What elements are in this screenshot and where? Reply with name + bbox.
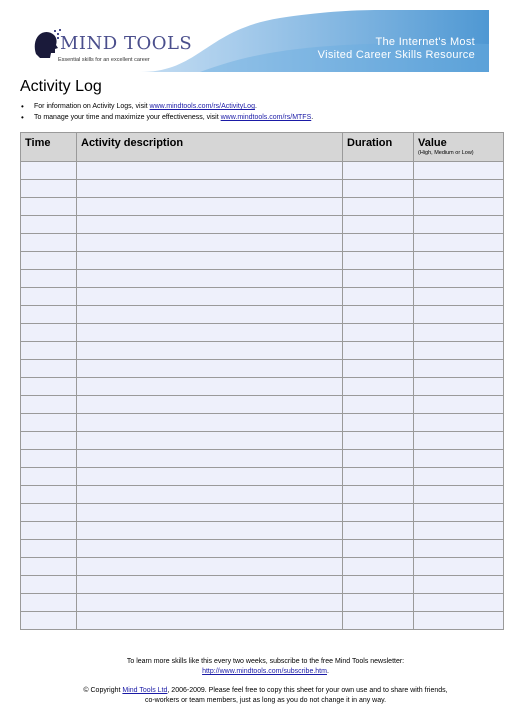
cell-time[interactable] bbox=[21, 360, 77, 378]
cell-time[interactable] bbox=[21, 576, 77, 594]
cell-activity[interactable] bbox=[77, 324, 343, 342]
cell-time[interactable] bbox=[21, 288, 77, 306]
cell-time[interactable] bbox=[21, 540, 77, 558]
cell-value[interactable] bbox=[414, 378, 504, 396]
activity-log-table bbox=[20, 132, 504, 630]
cell-value[interactable] bbox=[414, 576, 504, 594]
cell-duration[interactable] bbox=[343, 252, 414, 270]
table-row bbox=[21, 594, 504, 612]
cell-activity[interactable] bbox=[77, 378, 343, 396]
cell-value[interactable] bbox=[414, 594, 504, 612]
cell-duration[interactable] bbox=[343, 324, 414, 342]
cell-activity[interactable] bbox=[77, 234, 343, 252]
cell-activity[interactable] bbox=[77, 162, 343, 180]
cell-duration[interactable] bbox=[343, 486, 414, 504]
column-header-activity: Activity description bbox=[77, 133, 343, 162]
table-row bbox=[21, 378, 504, 396]
page-title: Activity Log bbox=[20, 78, 102, 95]
cell-time[interactable] bbox=[21, 378, 77, 396]
cell-activity[interactable] bbox=[77, 306, 343, 324]
cell-time[interactable] bbox=[21, 234, 77, 252]
cell-duration[interactable] bbox=[343, 306, 414, 324]
cell-value[interactable] bbox=[414, 486, 504, 504]
mtfs-link[interactable]: www.mindtools.com/rs/MTFS bbox=[220, 114, 312, 121]
cell-time[interactable] bbox=[21, 306, 77, 324]
cell-duration[interactable] bbox=[343, 558, 414, 576]
cell-value[interactable] bbox=[414, 252, 504, 270]
cell-value[interactable] bbox=[414, 522, 504, 540]
cell-time[interactable] bbox=[21, 396, 77, 414]
cell-time[interactable] bbox=[21, 414, 77, 432]
cell-time[interactable] bbox=[21, 504, 77, 522]
cell-value[interactable] bbox=[414, 504, 504, 522]
cell-time[interactable] bbox=[21, 594, 77, 612]
cell-time[interactable] bbox=[21, 252, 77, 270]
info-item-time-management: • To manage your time and maximize your effectiveness, visit www.mindtools.com/rs/MTFS. bbox=[20, 112, 313, 123]
table-row bbox=[21, 288, 504, 306]
mind-tools-ltd-link[interactable]: Mind Tools Ltd bbox=[122, 687, 168, 694]
cell-activity[interactable] bbox=[77, 522, 343, 540]
table-row bbox=[21, 180, 504, 198]
cell-time[interactable] bbox=[21, 432, 77, 450]
table-row bbox=[21, 414, 504, 432]
cell-activity[interactable] bbox=[77, 594, 343, 612]
cell-value[interactable] bbox=[414, 360, 504, 378]
cell-value[interactable] bbox=[414, 162, 504, 180]
cell-duration[interactable] bbox=[343, 504, 414, 522]
cell-duration[interactable] bbox=[343, 612, 414, 630]
cell-duration[interactable] bbox=[343, 216, 414, 234]
cell-value[interactable] bbox=[414, 396, 504, 414]
cell-time[interactable] bbox=[21, 324, 77, 342]
table-row bbox=[21, 576, 504, 594]
cell-duration[interactable] bbox=[343, 468, 414, 486]
cell-duration[interactable] bbox=[343, 360, 414, 378]
cell-time[interactable] bbox=[21, 162, 77, 180]
cell-duration[interactable] bbox=[343, 288, 414, 306]
cell-activity[interactable] bbox=[77, 198, 343, 216]
cell-value[interactable] bbox=[414, 414, 504, 432]
activity-log-link[interactable]: www.mindtools.com/rs/ActivityLog bbox=[149, 103, 255, 110]
table-row bbox=[21, 198, 504, 216]
cell-activity[interactable] bbox=[77, 504, 343, 522]
cell-duration[interactable] bbox=[343, 378, 414, 396]
cell-activity[interactable] bbox=[77, 288, 343, 306]
table-row bbox=[21, 468, 504, 486]
cell-duration[interactable] bbox=[343, 270, 414, 288]
cell-time[interactable] bbox=[21, 180, 77, 198]
column-header-time: Time bbox=[21, 133, 77, 162]
cell-value[interactable] bbox=[414, 324, 504, 342]
cell-activity[interactable] bbox=[77, 486, 343, 504]
cell-time[interactable] bbox=[21, 450, 77, 468]
cell-value[interactable] bbox=[414, 198, 504, 216]
cell-activity[interactable] bbox=[77, 360, 343, 378]
cell-activity[interactable] bbox=[77, 612, 343, 630]
cell-duration[interactable] bbox=[343, 198, 414, 216]
table-row bbox=[21, 252, 504, 270]
table-row bbox=[21, 306, 504, 324]
table-row bbox=[21, 396, 504, 414]
cell-value[interactable] bbox=[414, 216, 504, 234]
info-item-activity-log: • For information on Activity Logs, visit www.mindtools.com/rs/ActivityLog. bbox=[20, 101, 313, 112]
tagline: The Internet's Most Visited Career Skills Resource bbox=[317, 36, 475, 61]
cell-activity[interactable] bbox=[77, 558, 343, 576]
copyright-note: © Copyright Mind Tools Ltd, 2006-2009. Please feel free to copy this sheet for your own use and to share with friends, co-workers or team members, just as long as you do not change it in any way. bbox=[83, 687, 448, 704]
cell-activity[interactable] bbox=[77, 450, 343, 468]
cell-duration[interactable] bbox=[343, 342, 414, 360]
cell-value[interactable] bbox=[414, 342, 504, 360]
cell-duration[interactable] bbox=[343, 162, 414, 180]
cell-time[interactable] bbox=[21, 270, 77, 288]
cell-value[interactable] bbox=[414, 288, 504, 306]
cell-value[interactable] bbox=[414, 234, 504, 252]
table-row bbox=[21, 486, 504, 504]
newsletter-note: To learn more skills like this every two weeks, subscribe to the free Mind Tools newsletter: http://www.mindtools.com/subscribe.htm. bbox=[126, 658, 405, 675]
cell-value[interactable] bbox=[414, 450, 504, 468]
cell-activity[interactable] bbox=[77, 252, 343, 270]
cell-value[interactable] bbox=[414, 612, 504, 630]
table-row bbox=[21, 360, 504, 378]
table-row bbox=[21, 540, 504, 558]
cell-duration[interactable] bbox=[343, 414, 414, 432]
cell-time[interactable] bbox=[21, 612, 77, 630]
cell-duration[interactable] bbox=[343, 540, 414, 558]
table-row bbox=[21, 162, 504, 180]
cell-value[interactable] bbox=[414, 468, 504, 486]
header-banner bbox=[20, 10, 489, 72]
cell-value[interactable] bbox=[414, 180, 504, 198]
cell-duration[interactable] bbox=[343, 180, 414, 198]
cell-activity[interactable] bbox=[77, 432, 343, 450]
cell-duration[interactable] bbox=[343, 594, 414, 612]
cell-duration[interactable] bbox=[343, 522, 414, 540]
cell-value[interactable] bbox=[414, 270, 504, 288]
table-row bbox=[21, 216, 504, 234]
table-body bbox=[21, 162, 504, 630]
table-row bbox=[21, 450, 504, 468]
head-silhouette-icon bbox=[32, 28, 62, 60]
cell-time[interactable] bbox=[21, 522, 77, 540]
cell-duration[interactable] bbox=[343, 432, 414, 450]
cell-activity[interactable] bbox=[77, 468, 343, 486]
cell-time[interactable] bbox=[21, 198, 77, 216]
cell-activity[interactable] bbox=[77, 342, 343, 360]
cell-time[interactable] bbox=[21, 558, 77, 576]
table-row bbox=[21, 324, 504, 342]
cell-value[interactable] bbox=[414, 306, 504, 324]
cell-time[interactable] bbox=[21, 216, 77, 234]
cell-activity[interactable] bbox=[77, 540, 343, 558]
info-list bbox=[20, 101, 313, 123]
cell-time[interactable] bbox=[21, 486, 77, 504]
cell-activity[interactable] bbox=[77, 270, 343, 288]
table-header-row bbox=[21, 133, 504, 162]
subscribe-link[interactable]: http://www.mindtools.com/subscribe.htm bbox=[202, 668, 327, 675]
cell-activity[interactable] bbox=[77, 216, 343, 234]
cell-duration[interactable] bbox=[343, 396, 414, 414]
cell-value[interactable] bbox=[414, 540, 504, 558]
table-row bbox=[21, 270, 504, 288]
logo-wordmark: MIND TOOLS bbox=[60, 33, 193, 54]
table-row bbox=[21, 234, 504, 252]
cell-time[interactable] bbox=[21, 342, 77, 360]
cell-activity[interactable] bbox=[77, 396, 343, 414]
table-row bbox=[21, 504, 504, 522]
column-header-duration: Duration bbox=[343, 133, 414, 162]
column-header-value: Value (High, Medium or Low) bbox=[414, 133, 504, 162]
table-row bbox=[21, 522, 504, 540]
cell-duration[interactable] bbox=[343, 450, 414, 468]
table-row bbox=[21, 342, 504, 360]
cell-value[interactable] bbox=[414, 558, 504, 576]
logo-slogan: Essential skills for an excellent career bbox=[58, 57, 150, 63]
table-row bbox=[21, 558, 504, 576]
cell-activity[interactable] bbox=[77, 414, 343, 432]
cell-duration[interactable] bbox=[343, 576, 414, 594]
table-row bbox=[21, 432, 504, 450]
table-row bbox=[21, 612, 504, 630]
cell-duration[interactable] bbox=[343, 234, 414, 252]
cell-activity[interactable] bbox=[77, 576, 343, 594]
cell-time[interactable] bbox=[21, 468, 77, 486]
mind-tools-logo[interactable] bbox=[32, 28, 202, 72]
cell-activity[interactable] bbox=[77, 180, 343, 198]
cell-value[interactable] bbox=[414, 432, 504, 450]
